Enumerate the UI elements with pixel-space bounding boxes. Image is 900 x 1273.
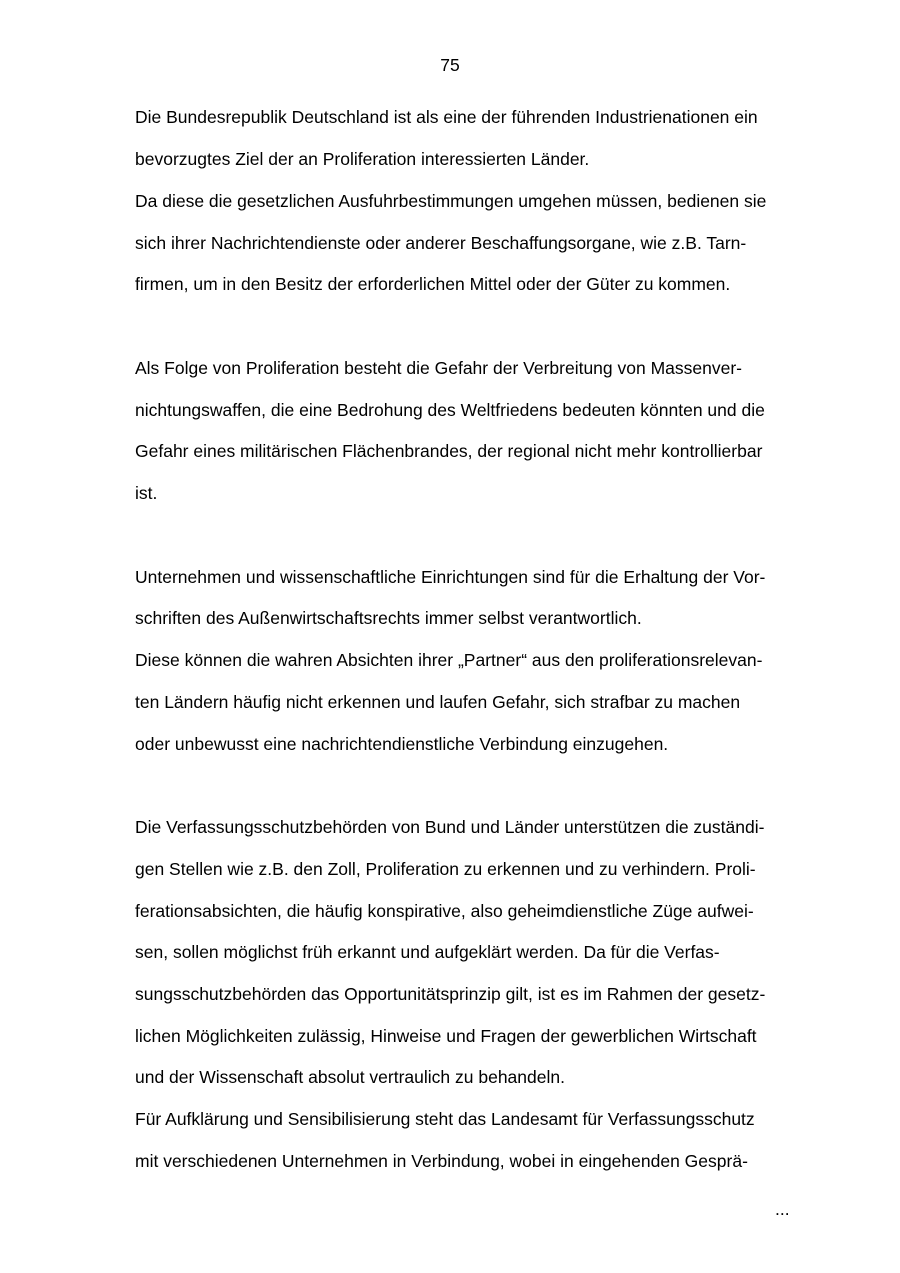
text-line: Gefahr eines militärischen Flächenbrandes, der regional nicht mehr kontrollierbar xyxy=(135,441,763,461)
continuation-mark: ... xyxy=(775,1199,790,1219)
text-line: firmen, um in den Besitz der erforderlichen Mittel oder der Güter zu kommen. xyxy=(135,274,731,294)
text-line: ten Ländern häufig nicht erkennen und laufen Gefahr, sich strafbar zu machen xyxy=(135,692,741,712)
page-number: 75 xyxy=(440,55,460,75)
text-line: und der Wissenschaft absolut vertraulich zu behandeln. xyxy=(135,1067,565,1087)
text-line: Da diese die gesetzlichen Ausfuhrbestimmungen umgehen müssen, bedienen sie xyxy=(135,191,767,211)
text-line: ferationsabsichten, die häufig konspirative, also geheimdienstliche Züge aufwei- xyxy=(135,901,754,921)
text-line: Diese können die wahren Absichten ihrer „Partner“ aus den proliferationsrelevan- xyxy=(135,650,763,670)
text-line: Die Verfassungsschutzbehörden von Bund und Länder unterstützen die zuständi- xyxy=(135,817,765,837)
text-line: Als Folge von Proliferation besteht die Gefahr der Verbreitung von Massenver- xyxy=(135,358,742,378)
text-line: sen, sollen möglichst früh erkannt und aufgeklärt werden. Da für die Verfas- xyxy=(135,942,720,962)
text-line: sungsschutzbehörden das Opportunitätsprinzip gilt, ist es im Rahmen der gesetz- xyxy=(135,984,766,1004)
text-line: lichen Möglichkeiten zulässig, Hinweise und Fragen der gewerblichen Wirtschaft xyxy=(135,1026,757,1046)
text-line: mit verschiedenen Unternehmen in Verbindung, wobei in eingehenden Gesprä- xyxy=(135,1151,748,1171)
text-line: schriften des Außenwirtschaftsrechts immer selbst verantwortlich. xyxy=(135,608,642,628)
text-line: Für Aufklärung und Sensibilisierung steht das Landesamt für Verfassungsschutz xyxy=(135,1109,755,1129)
text-line: nichtungswaffen, die eine Bedrohung des Weltfriedens bedeuten könnten und die xyxy=(135,400,765,420)
text-line: Unternehmen und wissenschaftliche Einrichtungen sind für die Erhaltung der Vor- xyxy=(135,567,766,587)
text-line: Die Bundesrepublik Deutschland ist als eine der führenden Industrienationen ein xyxy=(135,107,758,127)
text-line: gen Stellen wie z.B. den Zoll, Proliferation zu erkennen und zu verhindern. Proli- xyxy=(135,859,756,879)
text-line: oder unbewusst eine nachrichtendienstliche Verbindung einzugehen. xyxy=(135,734,669,754)
text-line: sich ihrer Nachrichtendienste oder anderer Beschaffungsorgane, wie z.B. Tarn- xyxy=(135,233,747,253)
text-line: bevorzugtes Ziel der an Proliferation interessierten Länder. xyxy=(135,149,590,169)
text-line: ist. xyxy=(135,483,158,503)
